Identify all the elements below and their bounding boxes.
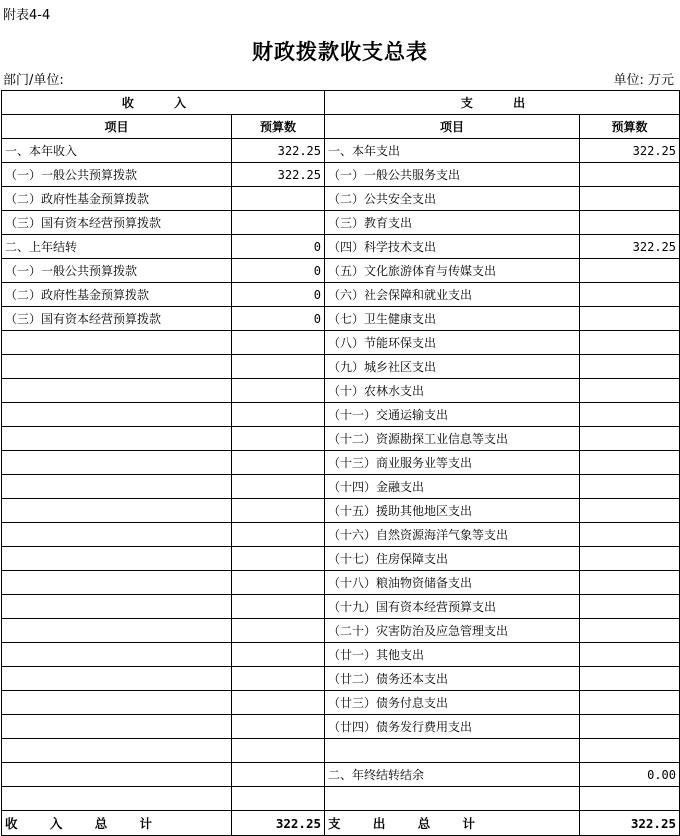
income-value-cell: 322.25 — [232, 163, 325, 187]
expense-item-cell: （十九）国有资本经营预算支出 — [325, 595, 580, 619]
table-row — [2, 691, 680, 715]
income-value-cell — [232, 379, 325, 403]
income-value-cell — [232, 643, 325, 667]
income-budget-header: 预算数 — [232, 115, 325, 139]
expense-item-cell: （三）教育支出 — [325, 211, 580, 235]
unit-label: 单位: 万元 — [613, 73, 674, 88]
table-row — [2, 403, 680, 427]
expense-item-cell: （廿四）债务发行费用支出 — [325, 715, 580, 739]
table-row — [2, 763, 680, 787]
expense-item-cell: （五）文化旅游体育与传媒支出 — [325, 259, 580, 283]
income-value-cell — [232, 427, 325, 451]
income-header: 收 入 — [2, 91, 325, 115]
expense-value-cell: 0.00 — [580, 763, 680, 787]
expense-value-cell — [580, 739, 680, 763]
income-value-cell — [232, 715, 325, 739]
table-row — [2, 139, 680, 163]
expense-item-cell — [325, 739, 580, 763]
expense-item-cell: （十一）交通运输支出 — [325, 403, 580, 427]
expense-item-cell: （十二）资源勘探工业信息等支出 — [325, 427, 580, 451]
income-value-cell — [232, 331, 325, 355]
expense-item-cell: （十七）住房保障支出 — [325, 547, 580, 571]
table-row — [2, 667, 680, 691]
income-value-cell — [232, 667, 325, 691]
income-item-cell — [2, 427, 232, 451]
column-header-row — [2, 115, 680, 139]
section-header-row — [2, 91, 680, 115]
income-value-cell — [232, 571, 325, 595]
expense-item-cell: 一、本年支出 — [325, 139, 580, 163]
expense-value-cell — [580, 691, 680, 715]
income-item-cell — [2, 739, 232, 763]
income-item-cell — [2, 763, 232, 787]
table-row — [2, 259, 680, 283]
income-value-cell — [232, 763, 325, 787]
income-item-cell — [2, 331, 232, 355]
expense-item-cell: （十八）粮油物资储备支出 — [325, 571, 580, 595]
table-row — [2, 787, 680, 811]
expense-value-cell — [580, 379, 680, 403]
income-value-cell — [232, 451, 325, 475]
income-item-cell — [2, 619, 232, 643]
table-row — [2, 595, 680, 619]
table-row — [2, 475, 680, 499]
income-value-cell — [232, 475, 325, 499]
expense-item-cell: （二十）灾害防治及应急管理支出 — [325, 619, 580, 643]
income-value-cell — [232, 595, 325, 619]
expense-item-cell: （十六）自然资源海洋气象等支出 — [325, 523, 580, 547]
income-item-cell — [2, 355, 232, 379]
income-value-cell — [232, 187, 325, 211]
income-value-cell — [232, 211, 325, 235]
expense-value-cell — [580, 667, 680, 691]
expense-value-cell — [580, 619, 680, 643]
expense-item-cell: （二）公共安全支出 — [325, 187, 580, 211]
income-item-cell: 一、本年收入 — [2, 139, 232, 163]
expense-total-label: 支 出 总 计 — [325, 811, 580, 836]
expense-item-cell: （廿二）债务还本支出 — [325, 667, 580, 691]
income-item-cell: （二）政府性基金预算拨款 — [2, 283, 232, 307]
income-value-cell: 0 — [232, 307, 325, 331]
expense-item-cell — [325, 787, 580, 811]
table-row — [2, 379, 680, 403]
income-item-cell — [2, 643, 232, 667]
expense-value-cell — [580, 571, 680, 595]
expense-header: 支 出 — [325, 91, 680, 115]
income-item-cell — [2, 787, 232, 811]
table-row — [2, 619, 680, 643]
income-value-cell — [232, 403, 325, 427]
table-row — [2, 739, 680, 763]
expense-value-cell — [580, 643, 680, 667]
income-value-cell — [232, 547, 325, 571]
income-item-cell — [2, 475, 232, 499]
expense-value-cell — [580, 451, 680, 475]
income-item-cell — [2, 499, 232, 523]
table-row — [2, 211, 680, 235]
expense-value-cell — [580, 715, 680, 739]
table-row — [2, 307, 680, 331]
expense-value-cell — [580, 331, 680, 355]
budget-table — [1, 90, 680, 836]
total-row — [2, 811, 680, 836]
table-row — [2, 643, 680, 667]
expense-value-cell — [580, 787, 680, 811]
income-item-cell — [2, 523, 232, 547]
expense-value-cell — [580, 547, 680, 571]
income-item-cell — [2, 571, 232, 595]
expense-item-cell: （十四）金融支出 — [325, 475, 580, 499]
expense-item-header: 项目 — [325, 115, 580, 139]
expense-total-value: 322.25 — [580, 811, 680, 836]
expense-value-cell — [580, 499, 680, 523]
expense-item-cell: （十三）商业服务业等支出 — [325, 451, 580, 475]
expense-item-cell: （十）农林水支出 — [325, 379, 580, 403]
table-row — [2, 235, 680, 259]
expense-value-cell: 322.25 — [580, 139, 680, 163]
expense-item-cell: （廿一）其他支出 — [325, 643, 580, 667]
dept-label: 部门/单位: — [3, 73, 64, 88]
table-row — [2, 427, 680, 451]
expense-value-cell — [580, 355, 680, 379]
table-row — [2, 499, 680, 523]
income-value-cell — [232, 523, 325, 547]
expense-budget-header: 预算数 — [580, 115, 680, 139]
income-total-label: 收 入 总 计 — [2, 811, 232, 836]
income-item-cell — [2, 667, 232, 691]
expense-value-cell — [580, 475, 680, 499]
expense-value-cell — [580, 403, 680, 427]
expense-item-cell: （四）科学技术支出 — [325, 235, 580, 259]
income-value-cell — [232, 787, 325, 811]
income-value-cell — [232, 691, 325, 715]
table-row — [2, 331, 680, 355]
expense-value-cell — [580, 595, 680, 619]
expense-item-cell: （十五）援助其他地区支出 — [325, 499, 580, 523]
income-value-cell — [232, 355, 325, 379]
expense-value-cell: 322.25 — [580, 235, 680, 259]
income-value-cell — [232, 739, 325, 763]
income-item-cell — [2, 403, 232, 427]
table-row — [2, 355, 680, 379]
income-value-cell — [232, 619, 325, 643]
income-total-value: 322.25 — [232, 811, 325, 836]
expense-item-cell: （廿三）债务付息支出 — [325, 691, 580, 715]
income-value-cell: 0 — [232, 259, 325, 283]
income-item-cell: （三）国有资本经营预算拨款 — [2, 307, 232, 331]
expense-item-cell: 二、年终结转结余 — [325, 763, 580, 787]
income-value-cell — [232, 499, 325, 523]
income-item-header: 项目 — [2, 115, 232, 139]
expense-value-cell — [580, 523, 680, 547]
table-row — [2, 715, 680, 739]
income-item-cell — [2, 451, 232, 475]
table-row — [2, 571, 680, 595]
income-item-cell — [2, 715, 232, 739]
table-row — [2, 163, 680, 187]
income-item-cell — [2, 547, 232, 571]
table-row — [2, 547, 680, 571]
expense-item-cell: （一）一般公共服务支出 — [325, 163, 580, 187]
table-row — [2, 523, 680, 547]
expense-item-cell: （九）城乡社区支出 — [325, 355, 580, 379]
expense-value-cell — [580, 163, 680, 187]
expense-item-cell: （七）卫生健康支出 — [325, 307, 580, 331]
expense-item-cell: （六）社会保障和就业支出 — [325, 283, 580, 307]
income-item-cell: （三）国有资本经营预算拨款 — [2, 211, 232, 235]
income-item-cell — [2, 691, 232, 715]
annex-label: 附表4-4 — [3, 8, 51, 23]
income-item-cell: 二、上年结转 — [2, 235, 232, 259]
table-row — [2, 283, 680, 307]
expense-value-cell — [580, 259, 680, 283]
income-item-cell — [2, 595, 232, 619]
income-item-cell: （一）一般公共预算拨款 — [2, 259, 232, 283]
income-item-cell — [2, 379, 232, 403]
page-title: 财政拨款收支总表 — [252, 40, 428, 64]
income-item-cell: （一）一般公共预算拨款 — [2, 163, 232, 187]
table-row — [2, 187, 680, 211]
expense-value-cell — [580, 211, 680, 235]
expense-value-cell — [580, 427, 680, 451]
expense-value-cell — [580, 283, 680, 307]
income-item-cell: （二）政府性基金预算拨款 — [2, 187, 232, 211]
expense-value-cell — [580, 307, 680, 331]
income-value-cell: 0 — [232, 283, 325, 307]
expense-item-cell: （八）节能环保支出 — [325, 331, 580, 355]
table-row — [2, 451, 680, 475]
income-value-cell: 0 — [232, 235, 325, 259]
income-value-cell: 322.25 — [232, 139, 325, 163]
expense-value-cell — [580, 187, 680, 211]
